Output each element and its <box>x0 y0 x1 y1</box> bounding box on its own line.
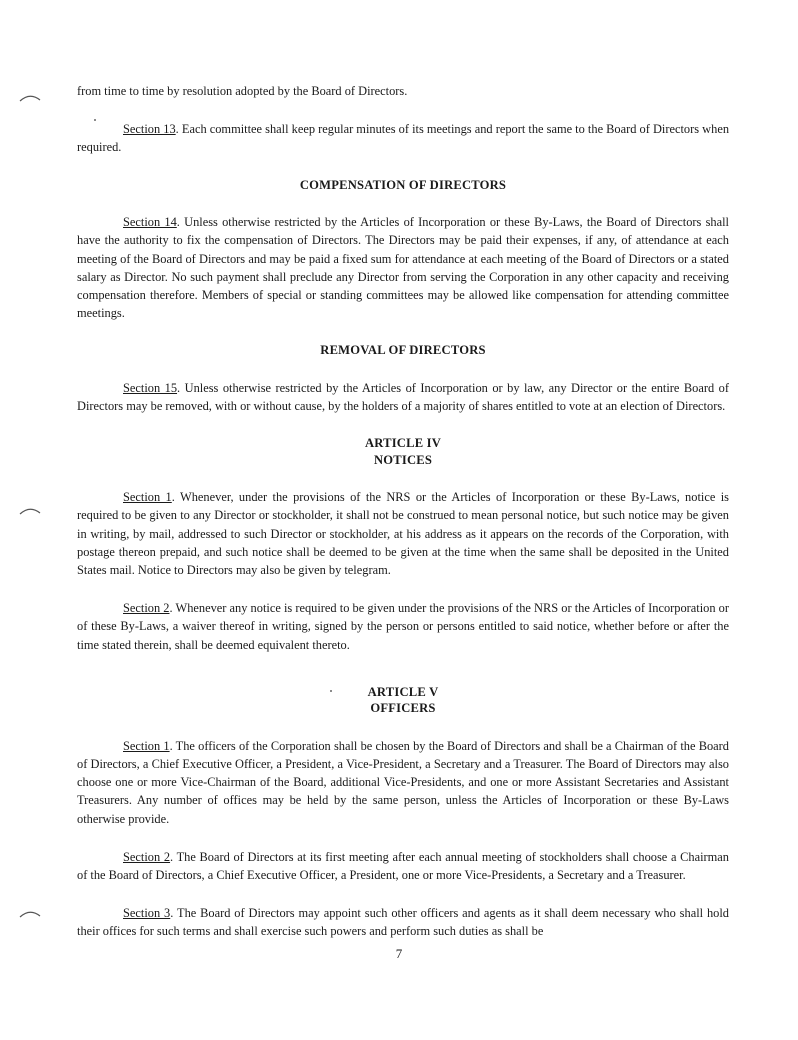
article-v-section-1-text: . The officers of the Corporation shall be chosen by the Board of Directors and shall be a Chairman of the Board of Directors, a Chief Executive Officer, a President, a Vice-President, a Secretary and a Treasurer. The Board of Directors may also choose one or more Vice-Chairman of the Board, additional Vice-Presidents, and one or more Assistant Secretaries and Assistant Treasurers. Any number of offices may be held by the same person, unless the Articles of Incorporation or these By-Laws otherwise provide. <box>77 738 729 826</box>
section-15-label: Section 15 <box>123 380 178 395</box>
section-13-paragraph <box>77 120 729 156</box>
section-14-text: . Unless otherwise restricted by the Articles of Incorporation or these By-Laws, the Board of Directors shall have the authority to fix the compensation of Directors. The Directors may be paid their expenses, if any, of attendance at each meeting of the Board of Directors and may be paid a fixed sum for attendance at each meeting of the Board of Directors or a stated salary as Director. No such payment shall preclude any Director from serving the Corporation in any other capacity and receiving compensation therefore. Members of special or standing committees may be allowed like compensation for attending committee meetings. <box>77 215 729 321</box>
section-13-label: Section 13 <box>123 122 176 137</box>
article-iv-section-2-label: Section 2 <box>123 601 170 616</box>
article-v-section-2-paragraph <box>77 848 729 884</box>
section-14-label: Section 14 <box>123 215 177 230</box>
binder-hole-mark-icon <box>18 906 42 920</box>
article-v-section-3-label: Section 3 <box>123 906 171 921</box>
article-v-subtitle: OFFICERS <box>370 701 436 716</box>
article-iv-section-2-paragraph <box>77 599 729 654</box>
binder-hole-mark-icon <box>18 90 42 104</box>
article-iv-section-1-paragraph <box>77 488 729 579</box>
section-15-paragraph <box>77 379 729 415</box>
article-iv-section-1-text: . Whenever, under the provisions of the NRS or the Articles of Incorporation or these By-Laws, notice is required to be given to any Director or stockholder, it shall not be construed to mean personal notice, but such notice may be given in writing, by mail, addressed to such Director or stockholder, at his address as it appears on the records of the Corporation, with postage thereon prepaid, and such notice shall be deemed to be given at the time when the same shall be deposited in the United States mail. Notice to Directors may also be given by telegram. <box>77 490 729 578</box>
article-iv-title: ARTICLE IV <box>364 436 442 451</box>
section-14-paragraph <box>77 213 729 322</box>
paragraph-continuation: from time to time by resolution adopted by the Board of Directors. <box>77 84 408 98</box>
article-v-section-3-paragraph <box>77 904 729 940</box>
heading-compensation-of-directors: COMPENSATION OF DIRECTORS <box>299 177 507 192</box>
page-number: 7 <box>395 946 403 961</box>
article-iv-section-2-text: . Whenever any notice is required to be given under the provisions of the NRS or the Articles of Incorporation or of these By-Laws, a waiver thereof in writing, signed by the person or persons entitled to said notice, whether before or after the time stated therein, shall be deemed equivalent thereto. <box>77 601 730 652</box>
article-iv-subtitle: NOTICES <box>373 452 433 467</box>
section-13-text: . Each committee shall keep regular minutes of its meetings and report the same to the Board of Directors when required. <box>77 122 730 155</box>
article-v-section-1-label: Section 1 <box>123 738 170 753</box>
document-body <box>77 82 729 941</box>
article-iv-section-1-label: Section 1 <box>123 490 172 505</box>
article-v-section-3-text: . The Board of Directors may appoint such other officers and agents as it shall deem necessary who shall hold their offices for such terms and shall exercise such powers and perform such duties as shall be <box>77 906 729 939</box>
article-v-section-1-paragraph <box>77 737 729 828</box>
section-15-text: . Unless otherwise restricted by the Articles of Incorporation or by law, any Director or the entire Board of Directors may be removed, with or without cause, by the holders of a majority of shares entitled to vote at an election of Directors. <box>77 380 729 414</box>
article-v-section-2-label: Section 2 <box>123 849 171 864</box>
heading-removal-of-directors: REMOVAL OF DIRECTORS <box>320 343 486 358</box>
article-v-title: ARTICLE V <box>367 684 439 699</box>
binder-hole-mark-icon <box>18 503 42 517</box>
article-v-section-2-text: . The Board of Directors at its first meeting after each annual meeting of stockholders shall choose a Chairman of the Board of Directors, a Chief Executive Officer, a President, one or more Vice-Presidents, a Secretary and a Treasurer. <box>77 849 729 883</box>
